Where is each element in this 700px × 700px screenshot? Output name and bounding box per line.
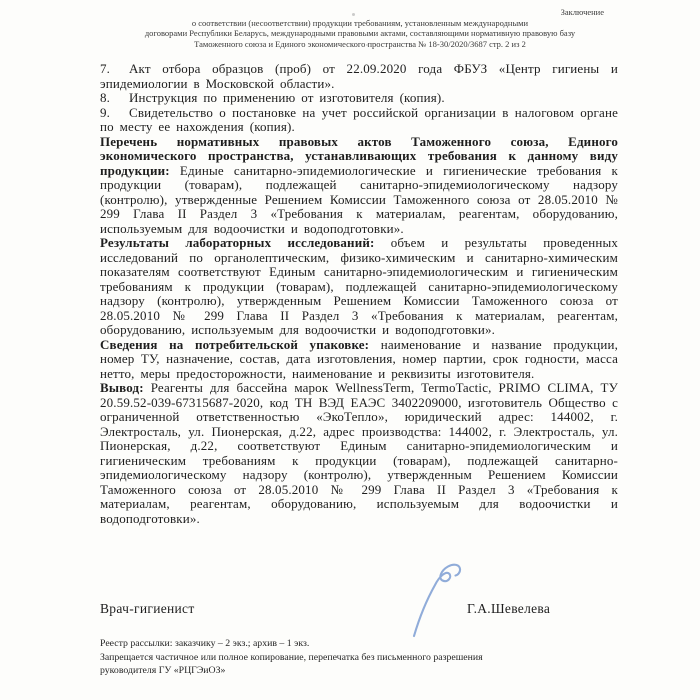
- section-body: Единые санитарно-эпидемиологические и гигиенические требования к продукции (товарам), подлежащей санитарно-эпидемиологическому надзору (контролю), утвержденные Решением Комиссии Таможенного союза от 28.05.2010 № 299 Глава II Раздел 3 «Требования к материалам, реагентам, оборудованию, используемым для водоочистки и водоподготовки».: [100, 162, 618, 236]
- section-lead: Результаты лабораторных исследований:: [100, 235, 375, 250]
- section-lab-results: [100, 236, 618, 338]
- section-body: Реагенты для бассейна марок WellnessTerm, TermoTactic, PRIMO CLIMA, ТУ 20.59.52-039-67315687-2020, код ТН ВЭД ЕАЭС 3402209000, изготовитель Общество с ограниченной ответственностью «ЭкоТепло», юридический адрес: 144002, г. Электросталь, ул. Пионерская, д.22, адрес производства: 144002, г. Электросталь, ул. Пионерская, д.22, соответствуют Единым санитарно-эпидемиологическим и гигиеническим требованиям к продукции (товарам), подлежащей санитарно-эпидемиологическому надзору (контролю), утвержденным Решением Комиссии Таможенного союза от 28.05.2010 № 299 Глава II Раздел 3 «Требования к материалам, реагентам, оборудованию, используемым для водоочистки и водоподготовки».: [100, 380, 618, 526]
- header-subtitle-line: договорами Республики Беларусь, международными правовыми актами, составляющими нормативную правовую базу: [144, 28, 576, 39]
- footer-copy-restriction-line2: руководителя ГУ «РЦГЭиОЗ»: [100, 665, 226, 676]
- numbered-item: [100, 106, 618, 135]
- header-title: Заключение: [560, 7, 604, 17]
- footer-copy-restriction-line1: Запрещается частичное или полное копирование, перепечатка без письменного разрешения: [100, 651, 483, 663]
- footer-distribution-note: Реестр рассылки: заказчику – 2 экз.; архив – 1 экз.: [100, 638, 310, 649]
- section-body: объем и результаты проведенных исследований по органолептическим, физико-химическим и санитарно-химическим показателям соответствуют Единым санитарно-эпидемиологическим и гигиеническим требованиям к продукции (товарам), подлежащей санитарно-эпидемиологическому надзору (контролю), утвержденным Решением Комиссии Таможенного союза от 28.05.2010 № 299 Глава II Раздел 3 «Требования к материалам, реагентам, оборудованию, используемым для водоочистки и водоподготовки».: [100, 235, 618, 337]
- item-text: Свидетельство о постановке на учет российской организации в налоговом органе по месту ее нахождения (копия).: [100, 104, 618, 134]
- item-text: Инструкция по применению от изготовителя (копия).: [129, 90, 445, 105]
- section-lead: Перечень нормативных правовых актов Таможенного союза, Единого экономического пространства, устанавливающих требования к данному виду продукции:: [100, 133, 618, 178]
- item-text: Акт отбора образцов (проб) от 22.09.2020 года ФБУЗ «Центр гигиены и эпидемиологии в Московской области».: [100, 61, 618, 91]
- document-header: [90, 7, 630, 49]
- section-conclusion: [100, 381, 618, 526]
- numbered-item: [100, 62, 618, 91]
- section-lead: Вывод:: [100, 380, 144, 395]
- document-body: [100, 62, 618, 526]
- section-lead: Сведения на потребительской упаковке:: [100, 336, 370, 352]
- signature-stroke: [400, 556, 480, 641]
- numbered-item: [100, 91, 618, 106]
- section-packaging-info: [100, 338, 618, 382]
- header-page-number-line: Таможенного союза и Единого экономического пространства № 18-30/2020/3687 стр. 2 из 2: [194, 38, 526, 49]
- document-footer: [100, 637, 590, 678]
- section-regulatory-acts: [100, 135, 618, 237]
- item-number: 7.: [100, 61, 111, 76]
- signatory-role: Врач-гигиенист: [100, 601, 195, 616]
- header-subtitle-line: о соответствии (несоответствии) продукции требованиям, установленным международными: [191, 17, 529, 28]
- signature-path: [414, 565, 460, 636]
- item-number: 9.: [100, 104, 111, 120]
- item-number: 8.: [100, 90, 111, 105]
- section-body: наименование и название продукции, номер ТУ, назначение, состав, дата изготовления, номер партии, срок годности, масса нетто, меры предосторожности, наименование и реквизиты изготовителя.: [100, 336, 618, 381]
- signatory-name: Г.А.Шевелева: [467, 601, 551, 616]
